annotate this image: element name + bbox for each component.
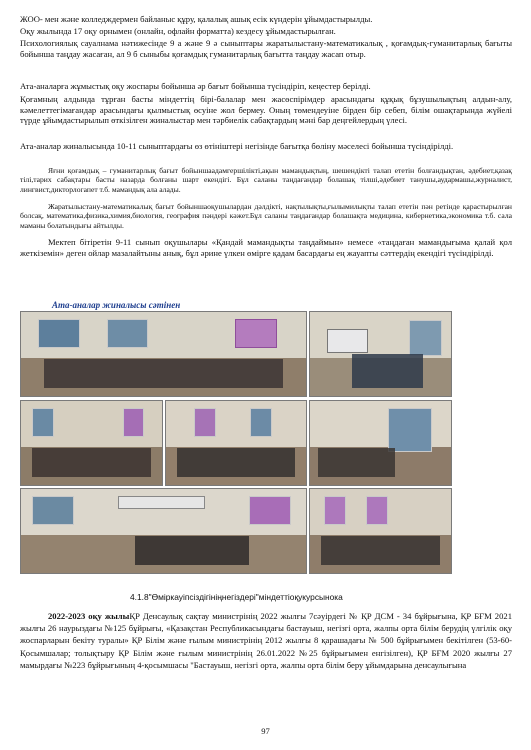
meeting-photo-6 (20, 488, 307, 574)
page-number: 97 (261, 726, 270, 736)
paragraph-science: Жаратылыстану-математикалық бағыт бойыншаоқушылардан дәлдікті, нақтылықты,ғылымилықты талап ететін пән ретінде қарастырылған болсақ, математика,физика,химия,биология, география пәндері кәжет.Бұл саланы таңдағандар болашақта медицина, кибернетика,экономика т.б. сала маманы болатындығы айтылды. (20, 202, 512, 230)
meeting-photo-7 (309, 488, 452, 574)
paragraph-survey: Психологиялық сауалнама нәтижесінде 9 а және 9 ә сыныптары жаратылыстану-математикалық , қоғамдық-гуманитарлық бағыты бойынша таңдау жасаған, ал 9 б сыныбы қоғамдық гуманитарлық бағытта таңдау жасап отыр. (20, 38, 512, 59)
subsection-heading: 4.1.8"Өміркауіпсіздігініңнегіздері"міндеттіоқукурсынока (130, 592, 343, 602)
paragraph-parents-advice: Ата-аналарға жұмыстық оқу жоспары бойынша әр бағыт бойынша түсіндіріп, кеңестер берілді. (20, 81, 371, 91)
meeting-photo-5 (309, 400, 452, 486)
paragraph-graduates: Мектеп бітіретін 9-11 сынып оқушылары «Қандай мамандықты таңдаймын» немесе «таңдаған мамандығыма қалай қол жеткіземін» деген ойлар мазалайтыны анық, бұл әрине үлкен өмірге қадам басардағы ең жауапты сәттердің екендігі түсіндірілді. (20, 237, 512, 258)
paragraph-academic-year (20, 610, 512, 671)
meeting-photo-3 (20, 400, 163, 486)
photo-caption: Ата-аналар жиналысы сәтінен (52, 300, 181, 310)
paragraph-parents-meeting: Ата-аналар жиналысында 10-11 сыныптардағы өз өтініштері негізінде бағытқа бөліну мәселесі бойынша түсіндірілді. (20, 141, 454, 151)
paragraph-universities: ЖОО- мен және колледждермен байланыс құру, қалалық ашық есік күндерін ұйымдастырылды. (20, 14, 373, 24)
paragraph-prevention: Қоғамның алдында тұрған басты міндеттің бірі-балалар мен жасөспірімдер арасындағы құқық бұзушылықтың алдын-алу, кәмелеттегімағандар арасындағы қылмыстық өсуіне жол бермеу. Оның төмендеуіне бірден бір себеп, білім ошақтарында жүйелі түрде ұйымдастырылып өткізілген жиналыстар мен тәрбиелік сабақтардың мәні бар деңгейлердың үлесі. (20, 94, 512, 126)
meeting-photo-1 (20, 311, 307, 397)
meeting-photo-2 (309, 311, 452, 397)
paragraph-humanities: Яғни қоғамдық – гуманитарлық бағыт бойыншаадамгершілікті,ақын мамандықтың, шешендікті талап ететін болғандықтан, әдебиет,қазақ тілі,тарих сабақтары басты назарда болғаны шарт екендігі. Бұл саланы таңдағандар болашақ тілші,әдебиет танушы,аудармашы,журналист, лингвист,дикторлогапет т.б. мамандық ала алады. (20, 166, 512, 194)
paragraph-meetings: Оқу жылында 17 оқу орнымен (онлайн, офлайн форматта) кездесу ұйымдастырылған. (20, 26, 336, 36)
academic-year-lead: 2022-2023 оқу жылы (48, 611, 130, 621)
academic-year-text: ҚР Денсаулық сақтау министрінің 2022 жылғы 7сәуірдегі № ҚР ДСМ - 34 бұйрығына, ҚР БҒМ 2021 жылғы 26 наурыздағы №125 бұйрығы, «Қазақстан Республикасындағы бастауыш, негізгі орта, жалпы орта білім берудің үлгілік оқу жоспарларын бекіту туралы» ҚР Білім және ғылым министрінің 2012 жылғы 8 қарашадағы № 500 бұйрығымен бекітілген (53-60-Қосымшалар; толықтыру ҚР Білім және ғылым министрінің 26.01.2022 №25 бұйрығымен енгізілген), ҚР БҒМ 2020 жылғы 27 мамырдағы №223 бұйрығының 4-қосымшасы "Бастауыш, негізгі орта, жалпы орта білім беру ұйымдарына денсаулығына (20, 611, 512, 670)
meeting-photo-4 (165, 400, 307, 486)
